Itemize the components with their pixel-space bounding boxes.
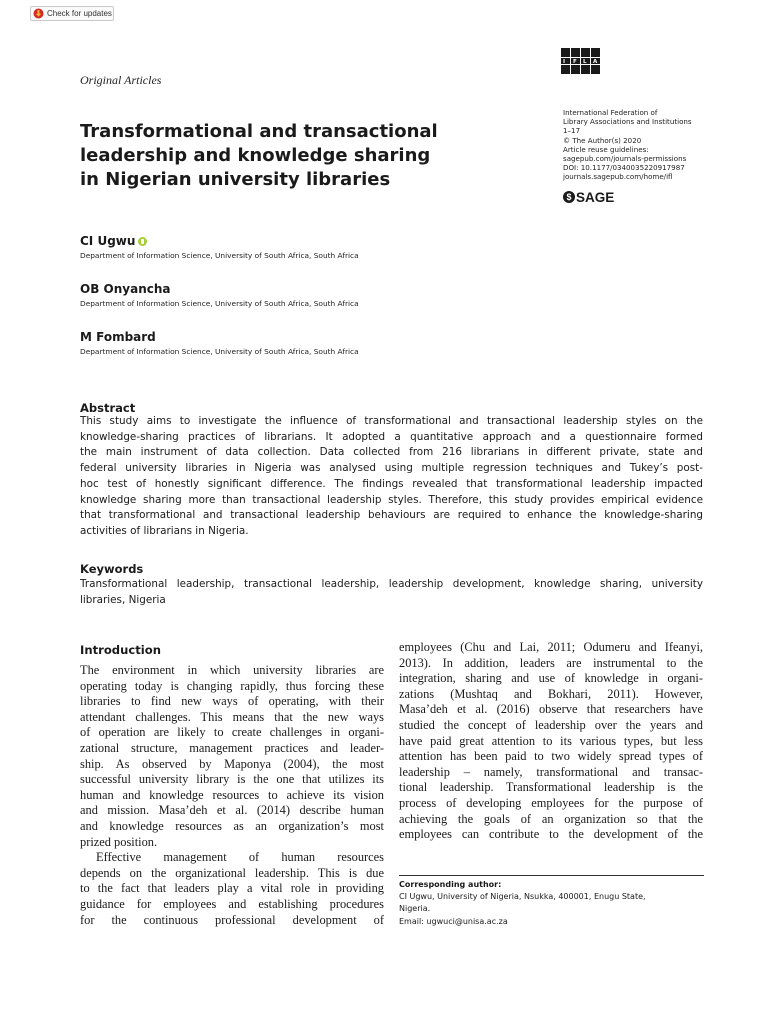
- body-text-line: Masa’deh et al. (2016) observe that researchers have: [399, 702, 703, 717]
- body-text-line: 2013). In addition, leaders are instrumental to the: [399, 655, 703, 670]
- doi-link[interactable]: DOI: 10.1177/0340035220917987: [563, 163, 685, 173]
- body-text-line: depends on the organizational leadership. This is due: [80, 865, 384, 880]
- body-text-line: and knowledge resources as an organization’s most: [80, 818, 384, 833]
- introduction-heading: Introduction: [80, 643, 161, 657]
- corresponding-author: [399, 879, 709, 928]
- keywords-heading: Keywords: [80, 562, 144, 576]
- footnote-divider: [399, 875, 704, 876]
- svg-text:A: A: [593, 59, 598, 65]
- author-affiliation: Department of Information Science, University of South Africa, South Africa: [80, 347, 359, 356]
- article-title: [80, 120, 500, 192]
- author-affiliation: Department of Information Science, University of South Africa, South Africa: [80, 251, 359, 260]
- body-text-line: of operation are likely to create challenges in organi-: [80, 725, 384, 740]
- author-name-text: OB Onyancha: [80, 282, 171, 296]
- title-line: Transformational and transactional: [80, 121, 438, 142]
- body-text-line: successful university library is the one that utilizes its: [80, 772, 384, 787]
- reuse-guidelines-label: Article reuse guidelines:: [563, 144, 649, 154]
- svg-text:F: F: [573, 59, 577, 65]
- svg-text:I: I: [563, 59, 566, 65]
- abstract-line: This study aims to investigate the influence of transformational and transactional leadership styles on the: [80, 415, 703, 427]
- body-column-left: [80, 663, 384, 928]
- body-text-line: The environment in which university libraries are: [80, 663, 384, 677]
- sage-logo-text: SAGE: [576, 189, 615, 205]
- body-text-line: for the continuous professional development of: [80, 912, 384, 927]
- body-text-line: have paid great attention to its various types, but less: [399, 733, 703, 748]
- journal-pages: 1–17: [563, 126, 581, 136]
- body-text-line: to the fact that leaders play a vital role in providing: [80, 881, 384, 896]
- abstract-line: activities of librarians in Nigeria.: [80, 524, 249, 537]
- author-name: [80, 234, 359, 248]
- abstract-heading: Abstract: [80, 401, 136, 415]
- abstract-line: hoc test of honestly significant difference. The findings revealed that transformational leadership impacted: [80, 477, 703, 490]
- body-text-line: integration, sharing and use of knowledge in organi-: [399, 671, 703, 686]
- body-text-line: prized position.: [80, 834, 158, 849]
- ifla-logo: [561, 48, 601, 74]
- body-text-line: attention has been paid to two widely spread types of: [399, 749, 703, 764]
- body-text-line: Effective management of human resources: [96, 850, 384, 865]
- corresponding-author-heading: Corresponding author:: [399, 880, 502, 889]
- author-name-text: M Fombard: [80, 330, 156, 344]
- author-name: [80, 330, 359, 344]
- journal-info-line: International Federation of: [563, 108, 658, 117]
- author-affiliation: Department of Information Science, University of South Africa, South Africa: [80, 299, 359, 308]
- journal-info: [563, 108, 738, 182]
- author-block: [80, 234, 359, 260]
- abstract-line: that transformational and transactional leadership behaviours are required to enhance the knowledge-sharing: [80, 509, 703, 522]
- keywords-text: [80, 577, 703, 608]
- keywords-line: libraries, Nigeria: [80, 593, 166, 606]
- body-text-line: employees (Chu and Lai, 2011; Odumeru and Ifeanyi,: [399, 640, 703, 654]
- body-text-line: leadership – namely, transformational and transac-: [399, 764, 703, 779]
- check-for-updates-label: Check for updates: [47, 9, 112, 18]
- author-block: [80, 282, 359, 308]
- body-text-line: achieving the goals of an organization so that the: [399, 811, 703, 826]
- abstract-line: knowledge sharing more than transactional leadership styles. Therefore, this study provides empirical evidence: [80, 493, 703, 506]
- body-text-line: ship. As observed by Maponya (2004), the most: [80, 756, 384, 771]
- author-name-text: CI Ugwu: [80, 234, 136, 248]
- body-text-line: employees can contribute to the development of the: [399, 827, 703, 842]
- body-text-line: tional leadership. Transformational leadership is the: [399, 780, 703, 795]
- body-text-line: studied the concept of leadership over the years and: [399, 717, 703, 732]
- author-block: [80, 330, 359, 356]
- body-text-line: human and knowledge resources to achieve its vision: [80, 787, 384, 802]
- body-text-line: zational structure, management practices and leader-: [80, 740, 384, 755]
- copyright-line: © The Author(s) 2020: [563, 135, 642, 145]
- body-text-line: and mission. Masa’deh et al. (2014) describe human: [80, 803, 384, 818]
- abstract-text: [80, 414, 703, 540]
- title-line: in Nigerian university libraries: [80, 169, 391, 190]
- body-text-line: operating today is changing rapidly, thus forcing these: [80, 678, 384, 693]
- body-text-line: guidance for employees and establishing procedures: [80, 896, 384, 911]
- svg-text:L: L: [583, 59, 587, 65]
- corresponding-author-email[interactable]: Email: ugwuci@unisa.ac.za: [399, 916, 508, 926]
- author-name: [80, 282, 359, 296]
- abstract-line: federal university libraries in Nigeria was analysed using multiple regression techniques and Tukey’s post-: [80, 462, 703, 475]
- corresponding-author-line: Nigeria.: [399, 904, 431, 914]
- permissions-link[interactable]: sagepub.com/journals-permissions: [563, 154, 687, 164]
- journal-home-link[interactable]: journals.sagepub.com/home/ifl: [563, 172, 673, 182]
- body-text-line: process of developing employees for the purpose of: [399, 795, 703, 810]
- abstract-line: knowledge-sharing practices of librarians. It adopted a quantitative approach and a questionnaire formed: [80, 430, 703, 443]
- abstract-line: the main instrument of data collection. Data collected from 216 librarians in different private, state and: [80, 446, 703, 459]
- sage-logo: [563, 190, 614, 204]
- body-text-line: attendant challenges. This means that the new ways: [80, 709, 384, 724]
- body-text-line: libraries to find new ways of operating, with their: [80, 694, 384, 709]
- body-column-right: [399, 640, 703, 843]
- check-for-updates-badge[interactable]: [30, 6, 114, 21]
- sage-logo-mark: $: [563, 191, 575, 203]
- title-line: leadership and knowledge sharing: [80, 145, 431, 166]
- orcid-icon[interactable]: [138, 237, 147, 246]
- check-for-updates-icon: [33, 8, 44, 19]
- corresponding-author-line: CI Ugwu, University of Nigeria, Nsukka, 400001, Enugu State,: [399, 892, 646, 902]
- journal-info-line: Library Associations and Institutions: [563, 117, 692, 127]
- keywords-line: Transformational leadership, transactional leadership, leadership development, knowledge sharing, university: [80, 578, 703, 590]
- body-text-line: zations (Mushtaq and Bokhari, 2011). However,: [399, 686, 703, 701]
- section-label: Original Articles: [80, 73, 162, 87]
